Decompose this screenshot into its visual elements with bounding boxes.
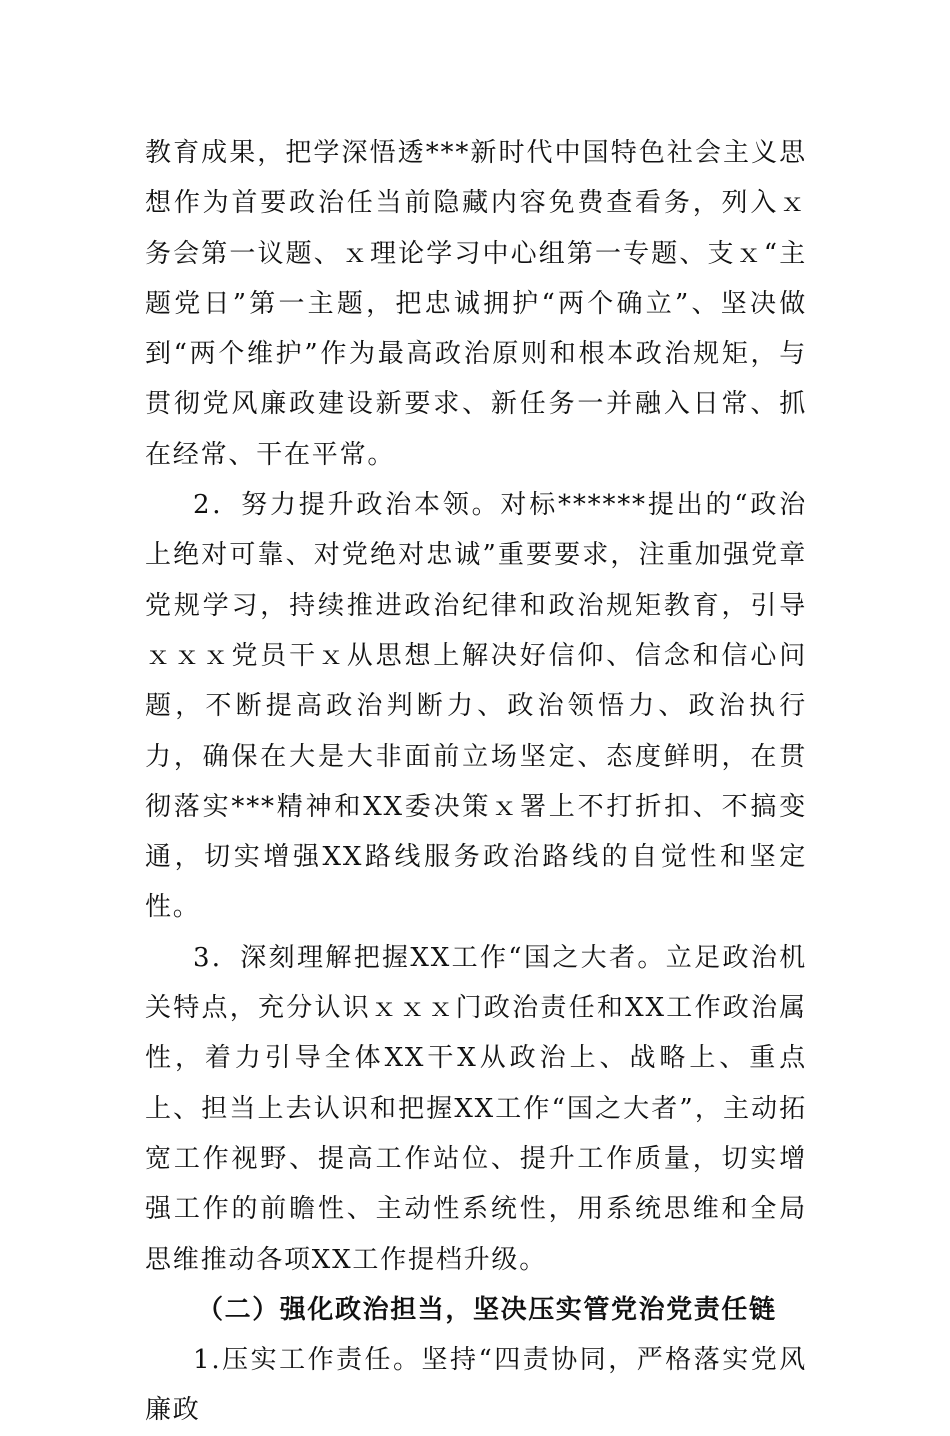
paragraph-item-1: 1.压实工作责任。坚持“四责协同，严格落实党风廉政 [145,1345,807,1426]
paragraph-item-3: 3．深刻理解把握XX工作“国之大者。立足政治机关特点，充分认识ｘｘｘ门政治责任和XX工作政治属性，着力引导全体XX干X从政治上、战略上、重点上、担当上去认识和把握XX工作“国之大者”，主动拓宽工作视野、提高工作站位、提升工作质量，切实增强工作的前瞻性、主动性系统性，用系统思维和全局思维推动各项XX工作提档升级。 [145,942,807,1275]
paragraph-item-2: 2．努力提升政治本领。对标******提出的“政治上绝对可靠、对党绝对忠诚”重要要求，注重加强党章党规学习，持续推进政治纪律和政治规矩教育，引导ｘｘｘ党员干ｘ从思想上解决好信仰、信念和信心问题，不断提高政治判断力、政治领悟力、政治执行力，确保在大是大非面前立场坚定、态度鲜明，在贯彻落实***精神和XX委决策ｘ署上不打折扣、不搞变通，切实增强XX路线服务政治路线的自觉性和坚定性。 [145,490,807,923]
section-heading: （二）强化政治担当，坚决压实管党治党责任链 [197,1294,777,1325]
document-body [145,128,807,1436]
paragraph-continued: 教育成果，把学深悟透***新时代中国特色社会主义思想作为首要政治任当前隐藏内容免费查看务，列入ｘ务会第一议题、ｘ理论学习中心组第一专题、支ｘ“主题党日”第一主题，把忠诚拥护“两个确立”、坚决做到“两个维护”作为最高政治原则和根本政治规矩，与贯彻党风廉政建设新要求、新任务一并融入日常、抓在经常、干在平常。 [145,138,807,470]
